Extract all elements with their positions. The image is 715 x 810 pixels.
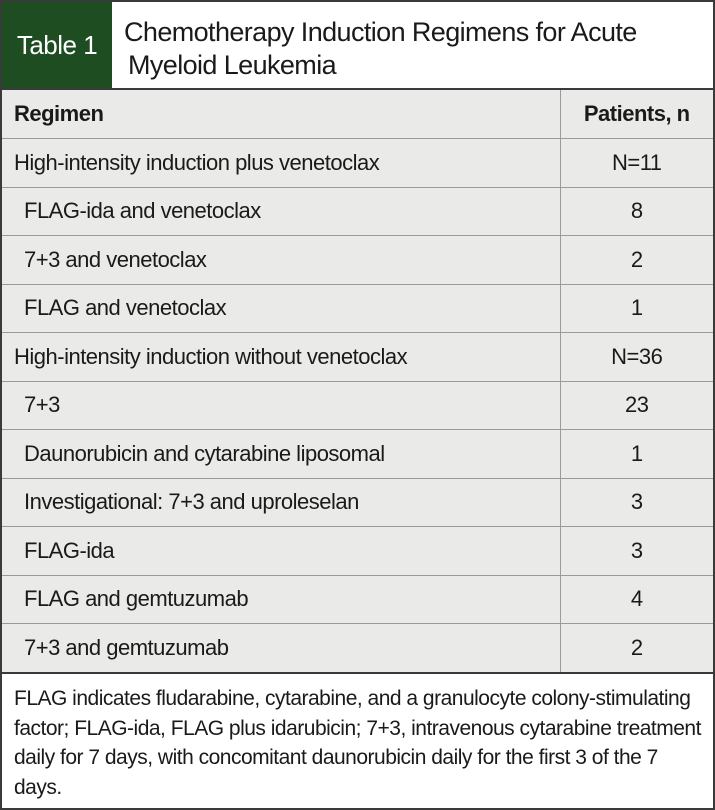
table-row (2, 333, 713, 382)
regimen-cell: 7+3 and gemtuzumab (2, 624, 560, 673)
table-row (2, 430, 713, 479)
table-row (2, 575, 713, 624)
regimen-cell: High-intensity induction plus venetoclax (2, 139, 560, 188)
table-title-line-1: Chemotherapy Induction Regimens for Acute (124, 17, 637, 47)
table-row (2, 381, 713, 430)
regimen-cell: 7+3 and venetoclax (2, 236, 560, 285)
patients-cell: 2 (560, 624, 713, 673)
patients-cell: 4 (560, 575, 713, 624)
patients-cell: 3 (560, 478, 713, 527)
regimen-cell: 7+3 (2, 381, 560, 430)
table-header-row (2, 90, 713, 139)
table-row (2, 284, 713, 333)
table-row (2, 527, 713, 576)
regimen-cell: Investigational: 7+3 and uproleselan (2, 478, 560, 527)
column-header-regimen: Regimen (2, 90, 560, 139)
patients-cell: 8 (560, 187, 713, 236)
patients-cell: 1 (560, 430, 713, 479)
patients-cell: 3 (560, 527, 713, 576)
regimens-table (2, 90, 713, 673)
patients-cell: 2 (560, 236, 713, 285)
table-footnote: FLAG indicates fludarabine, cytarabine, and a granulocyte colony-stimulating factor; FLAG-ida, FLAG plus idarubicin; 7+3, intravenous cytarabine treatment daily for 7 days, with concomitant daunorubicin daily for the first 3 of the 7 days. (2, 672, 713, 808)
regimen-cell: FLAG-ida (2, 527, 560, 576)
regimen-cell: FLAG and venetoclax (2, 284, 560, 333)
patients-cell: 23 (560, 381, 713, 430)
column-header-patients: Patients, n (560, 90, 713, 139)
table-row (2, 624, 713, 673)
patients-cell: N=11 (560, 139, 713, 188)
table-title-line-2: Myeloid Leukemia (128, 50, 337, 80)
patients-cell: 1 (560, 284, 713, 333)
table-number-tag: Table 1 (2, 2, 112, 88)
table-title (124, 16, 694, 82)
regimen-cell: FLAG and gemtuzumab (2, 575, 560, 624)
patients-cell: N=36 (560, 333, 713, 382)
regimen-cell: Daunorubicin and cytarabine liposomal (2, 430, 560, 479)
table-header (2, 2, 713, 90)
table-row (2, 139, 713, 188)
regimen-cell: FLAG-ida and venetoclax (2, 187, 560, 236)
table-row (2, 478, 713, 527)
table-body (2, 139, 713, 673)
regimen-cell: High-intensity induction without venetoclax (2, 333, 560, 382)
table-row (2, 236, 713, 285)
table-row (2, 187, 713, 236)
